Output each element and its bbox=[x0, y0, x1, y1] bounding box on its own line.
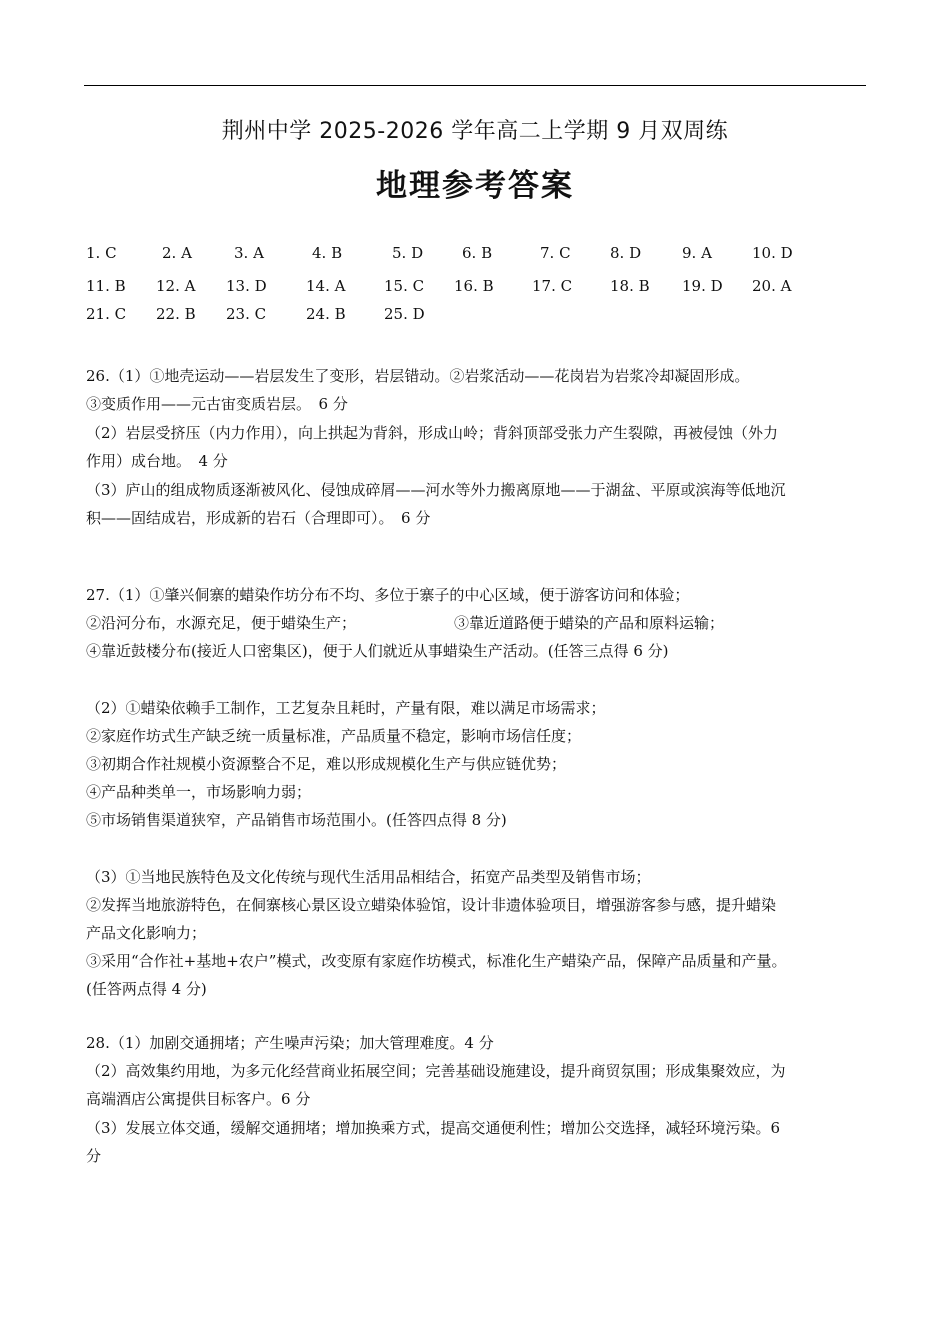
q26-line: （2）岩层受挤压（内力作用），向上拱起为背斜，形成山岭；背斜顶部受张力产生裂隙，再被侵蚀（外力 bbox=[86, 424, 779, 442]
mc-answer: 21. C bbox=[86, 305, 127, 323]
mc-answer: 11. B bbox=[86, 277, 126, 295]
mc-answer: 24. B bbox=[306, 305, 346, 323]
mc-answer: 7. C bbox=[540, 244, 571, 262]
mc-answer: 14. A bbox=[306, 277, 346, 295]
mc-answer: 16. B bbox=[454, 277, 494, 295]
q27-line: ③采用“合作社+基地+农户”模式，改变原有家庭作坊模式，标准化生产蜡染产品，保障产品质量和产量。 bbox=[86, 952, 787, 970]
q26-line: 26.（1）①地壳运动——岩层发生了变形，岩层错动。②岩浆活动——花岗岩为岩浆冷却凝固形成。 bbox=[86, 367, 750, 385]
q26-line: 作用）成台地。 4 分 bbox=[86, 452, 228, 470]
mc-answer: 3. A bbox=[234, 244, 264, 262]
page-title: 地理参考答案 bbox=[376, 168, 574, 204]
mc-answer: 12. A bbox=[156, 277, 196, 295]
mc-answer: 25. D bbox=[384, 305, 425, 323]
q27-line: 产品文化影响力； bbox=[86, 924, 207, 942]
mc-answer: 13. D bbox=[226, 277, 267, 295]
q27-line: ④靠近鼓楼分布(接近人口密集区)，便于人们就近从事蜡染生产活动。(任答三点得 6 分) bbox=[86, 642, 669, 660]
mc-answer: 6. B bbox=[462, 244, 493, 262]
q28-line: （3）发展立体交通，缓解交通拥堵；增加换乘方式，提高交通便利性；增加公交选择，减轻环境污染。6 bbox=[86, 1119, 781, 1137]
q27-line: ②家庭作坊式生产缺乏统一质量标准，产品质量不稳定，影响市场信任度； bbox=[86, 727, 582, 745]
q27-line: ⑤市场销售渠道狭窄，产品销售市场范围小。(任答四点得 8 分) bbox=[86, 811, 507, 829]
q26-line: ③变质作用——元古宙变质岩层。 6 分 bbox=[86, 395, 348, 413]
header-rule bbox=[84, 85, 866, 86]
mc-answer: 9. A bbox=[682, 244, 712, 262]
mc-answer: 5. D bbox=[392, 244, 424, 262]
mc-answer: 15. C bbox=[384, 277, 425, 295]
q26-line: 积——固结成岩，形成新的岩石（合理即可）。 6 分 bbox=[86, 509, 431, 527]
q28-line: 28.（1）加剧交通拥堵；产生噪声污染；加大管理难度。4 分 bbox=[86, 1034, 494, 1052]
q28-line: 高端酒店公寓提供目标客户。6 分 bbox=[86, 1090, 311, 1108]
q27-line: ②发挥当地旅游特色，在侗寨核心景区设立蜡染体验馆，设计非遗体验项目，增强游客参与感，提升蜡染 bbox=[86, 896, 777, 914]
mc-answer: 22. B bbox=[156, 305, 196, 323]
mc-answer: 23. C bbox=[226, 305, 267, 323]
q27-line: (任答两点得 4 分) bbox=[86, 980, 207, 998]
mc-answer: 20. A bbox=[752, 277, 792, 295]
q26-line: （3）庐山的组成物质逐渐被风化、侵蚀成碎屑——河水等外力搬离原地——于湖盆、平原或滨海等低地沉 bbox=[86, 481, 786, 499]
mc-answer: 10. D bbox=[752, 244, 793, 262]
q27-line: 27.（1）①肇兴侗寨的蜡染作坊分布不均、多位于寨子的中心区域，便于游客访问和体验； bbox=[86, 586, 690, 604]
q27-line: （3）①当地民族特色及文化传统与现代生活用品相结合，拓宽产品类型及销售市场； bbox=[86, 868, 651, 886]
q27-line: （2）①蜡染依赖手工制作，工艺复杂且耗时，产量有限，难以满足市场需求； bbox=[86, 699, 606, 717]
q27-line: ③初期合作社规模小资源整合不足，难以形成规模化生产与供应链优势； bbox=[86, 755, 567, 773]
mc-answer: 1. C bbox=[86, 244, 117, 262]
mc-answer: 8. D bbox=[610, 244, 642, 262]
q27-line: ③靠近道路便于蜡染的产品和原料运输； bbox=[454, 614, 725, 632]
mc-answer: 19. D bbox=[682, 277, 723, 295]
q28-line: 分 bbox=[86, 1147, 102, 1165]
mc-answer: 2. A bbox=[162, 244, 192, 262]
q27-line: ②沿河分布，水源充足，便于蜡染生产； bbox=[86, 614, 357, 632]
q27-line: ④产品种类单一，市场影响力弱； bbox=[86, 783, 312, 801]
mc-answer: 17. C bbox=[532, 277, 573, 295]
q28-line: （2）高效集约用地，为多元化经营商业拓展空间；完善基础设施建设，提升商贸氛围；形成集聚效应，为 bbox=[86, 1062, 786, 1080]
exam-subtitle: 荆州中学 2025-2026 学年高二上学期 9 月双周练 bbox=[221, 119, 729, 144]
mc-answer: 18. B bbox=[610, 277, 650, 295]
mc-answer: 4. B bbox=[312, 244, 343, 262]
